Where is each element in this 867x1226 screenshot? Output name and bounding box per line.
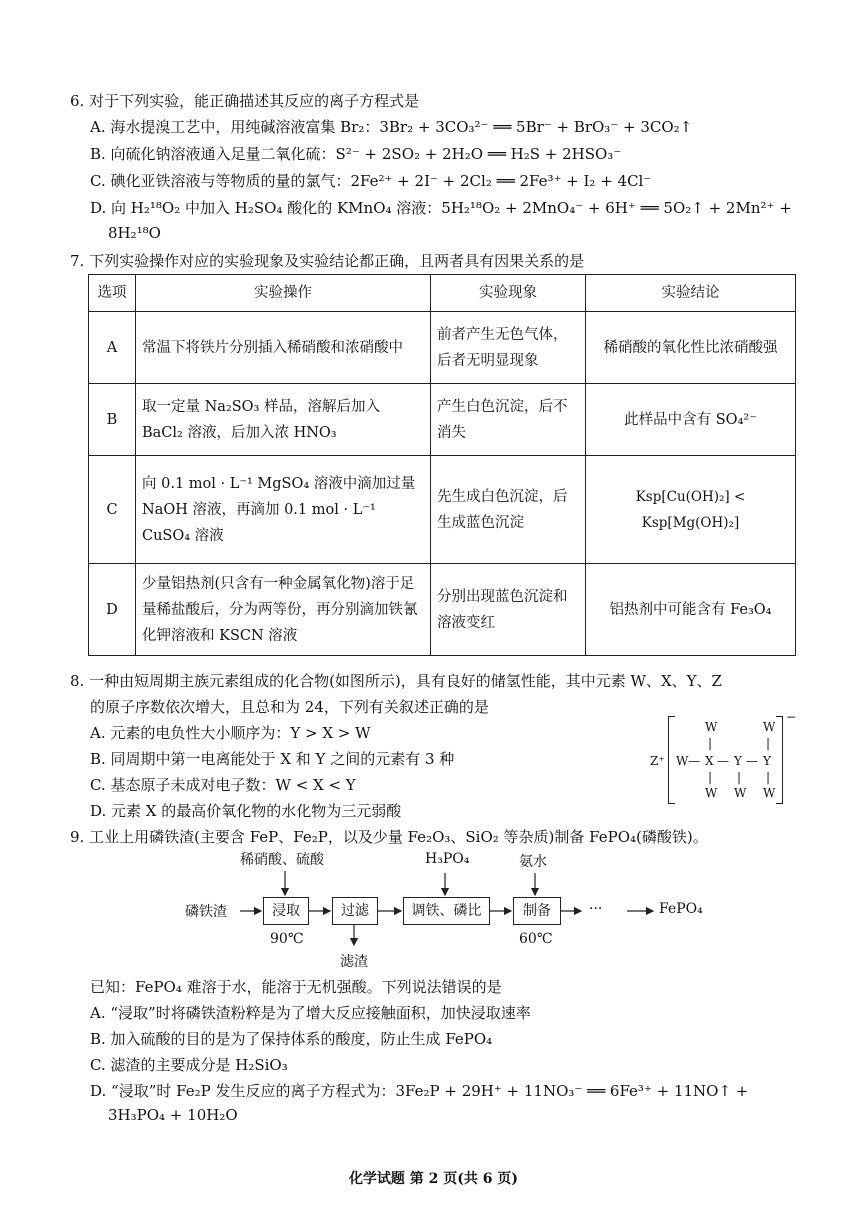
q8-stem: 8. 一种由短周期主族元素组成的化合物(如图所示)，具有良好的储氢性能，其中元素 W、X、Y、Z	[70, 672, 722, 690]
flow-start: 磷铁渣	[185, 904, 227, 920]
q9-option-a: A. “浸取”时将磷铁渣粉粹是为了增大反应接触面积，加快浸取速率	[90, 1004, 531, 1022]
flow-step-filter: 过滤	[332, 897, 378, 925]
atom-y: Y	[734, 754, 742, 768]
header-operation: 实验操作	[136, 275, 431, 312]
q6-option-c: C. 碘化亚铁溶液与等物质的量的氯气：2Fe²⁺ + 2I⁻ + 2Cl₂ ══ 2Fe³⁺ + I₂ + 4Cl⁻	[90, 172, 652, 190]
flow-residue: 滤渣	[340, 954, 368, 970]
struct-charge: −	[786, 710, 797, 724]
flow-input-ammonia: 氨水	[519, 854, 547, 870]
row-phenomenon: 分别出现蓝色沉淀和溶液变红	[431, 564, 586, 656]
row-operation: 常温下将铁片分别插入稀硝酸和浓硝酸中	[136, 312, 431, 384]
bond: —	[688, 754, 700, 768]
q8-stem-cont: 的原子序数依次增大，且总和为 24，下列有关叙述正确的是	[90, 698, 489, 716]
table-row	[89, 384, 796, 456]
atom-w: W	[705, 720, 718, 734]
row-phenomenon: 前者产生无色气体，后者无明显现象	[431, 312, 586, 384]
flow-temp-leach: 90℃	[270, 931, 304, 947]
header-conclusion: 实验结论	[586, 275, 796, 312]
q7-table	[88, 274, 796, 656]
q8-option-b: B. 同周期中第一电离能处于 X 和 Y 之间的元素有 3 种	[90, 750, 455, 768]
flow-input-acids: 稀硝酸、硫酸	[240, 852, 324, 868]
vertical-bond: |	[766, 736, 771, 750]
left-bracket	[668, 716, 675, 804]
q6-stem: 6. 对于下列实验，能正确描述其反应的离子方程式是	[70, 92, 420, 110]
row-option: B	[89, 384, 136, 456]
q7-stem: 7. 下列实验操作对应的实验现象及实验结论都正确，且两者具有因果关系的是	[70, 252, 585, 270]
right-bracket	[776, 716, 783, 804]
flow-step-leach: 浸取	[263, 897, 309, 925]
q6-option-a: A. 海水提溴工艺中，用纯碱溶液富集 Br₂：3Br₂ + 3CO₃²⁻ ══ 5Br⁻ + BrO₃⁻ + 3CO₂↑	[90, 118, 693, 136]
atom-w: W	[763, 720, 776, 734]
q9-stem: 9. 工业上用磷铁渣(主要含 FeP、Fe₂P，以及少量 Fe₂O₃、SiO₂ 等杂质)制备 FePO₄(磷酸铁)。	[70, 828, 708, 846]
q8-option-d: D. 元素 X 的最高价氧化物的水化物为三元弱酸	[90, 802, 402, 820]
vertical-bond: |	[708, 736, 713, 750]
compound-structure	[650, 710, 800, 806]
q8-option-c: C. 基态原子未成对电子数：W < X < Y	[90, 776, 356, 794]
page-footer: 化学试题 第 2 页(共 6 页)	[348, 1171, 519, 1187]
table-row	[89, 456, 796, 564]
atom-w: W	[705, 786, 718, 800]
header-phenomenon: 实验现象	[431, 275, 586, 312]
process-flowchart	[185, 845, 703, 975]
atom-x: X	[705, 754, 714, 768]
row-option: D	[89, 564, 136, 656]
q9-option-d-cont: 3H₃PO₄ + 10H₂O	[108, 1106, 238, 1124]
row-option: A	[89, 312, 136, 384]
table-header-row	[89, 275, 796, 312]
row-operation: 向 0.1 mol · L⁻¹ MgSO₄ 溶液中滴加过量 NaOH 溶液，再滴加 0.1 mol · L⁻¹ CuSO₄ 溶液	[136, 456, 431, 564]
atom-w: W	[734, 786, 747, 800]
vertical-bond: |	[708, 770, 713, 784]
q9-known: 已知：FePO₄ 难溶于水，能溶于无机强酸。下列说法错误的是	[90, 978, 502, 996]
q9-option-c: C. 滤渣的主要成分是 H₂SiO₃	[90, 1056, 288, 1074]
row-option: C	[89, 456, 136, 564]
flow-step-prepare: 制备	[513, 897, 561, 925]
row-operation: 少量铝热剂(只含有一种金属氧化物)溶于足量稀盐酸后，分为两等份，再分别滴加铁氰化钾溶液和 KSCN 溶液	[136, 564, 431, 656]
table-row	[89, 564, 796, 656]
row-conclusion: 稀硝酸的氧化性比浓硝酸强	[586, 312, 796, 384]
bond: —	[746, 754, 758, 768]
atom-w: W	[676, 754, 689, 768]
row-phenomenon: 先生成白色沉淀，后生成蓝色沉淀	[431, 456, 586, 564]
bond: —	[717, 754, 729, 768]
q9-option-d: D. “浸取”时 Fe₂P 发生反应的离子方程式为：3Fe₂P + 29H⁺ + 11NO₃⁻ ══ 6Fe³⁺ + 11NO↑ +	[90, 1082, 749, 1100]
flow-dots: ···	[589, 901, 603, 917]
q9-option-b: B. 加入硫酸的目的是为了保持体系的酸度，防止生成 FePO₄	[90, 1030, 493, 1048]
row-operation: 取一定量 Na₂SO₃ 样品，溶解后加入 BaCl₂ 溶液，后加入浓 HNO₃	[136, 384, 431, 456]
q8-option-a: A. 元素的电负性大小顺序为：Y > X > W	[90, 724, 371, 742]
flow-product: FePO₄	[659, 901, 703, 917]
flow-step-adjust: 调铁、磷比	[403, 897, 490, 925]
row-conclusion: Ksp[Cu(OH)₂] < Ksp[Mg(OH)₂]	[586, 456, 796, 564]
q6-option-d-cont: 8H₂¹⁸O	[108, 224, 161, 242]
header-option: 选项	[89, 275, 136, 312]
row-conclusion: 此样品中含有 SO₄²⁻	[586, 384, 796, 456]
q6-option-b: B. 向硫化钠溶液通入足量二氧化硫：S²⁻ + 2SO₂ + 2H₂O ══ H₂S + 2HSO₃⁻	[90, 145, 622, 163]
vertical-bond: |	[737, 770, 742, 784]
q6-option-d: D. 向 H₂¹⁸O₂ 中加入 H₂SO₄ 酸化的 KMnO₄ 溶液：5H₂¹⁸O₂ + 2MnO₄⁻ + 6H⁺ ══ 5O₂↑ + 2Mn²⁺ +	[90, 199, 792, 217]
row-phenomenon: 产生白色沉淀，后不消失	[431, 384, 586, 456]
atom-y: Y	[763, 754, 771, 768]
vertical-bond: |	[766, 770, 771, 784]
atom-w: W	[763, 786, 776, 800]
row-conclusion: 铝热剂中可能含有 Fe₃O₄	[586, 564, 796, 656]
struct-cation: Z⁺	[650, 754, 665, 768]
flow-input-h3po4: H₃PO₄	[425, 851, 470, 867]
flow-temp-prepare: 60℃	[519, 931, 553, 947]
table-row	[89, 312, 796, 384]
